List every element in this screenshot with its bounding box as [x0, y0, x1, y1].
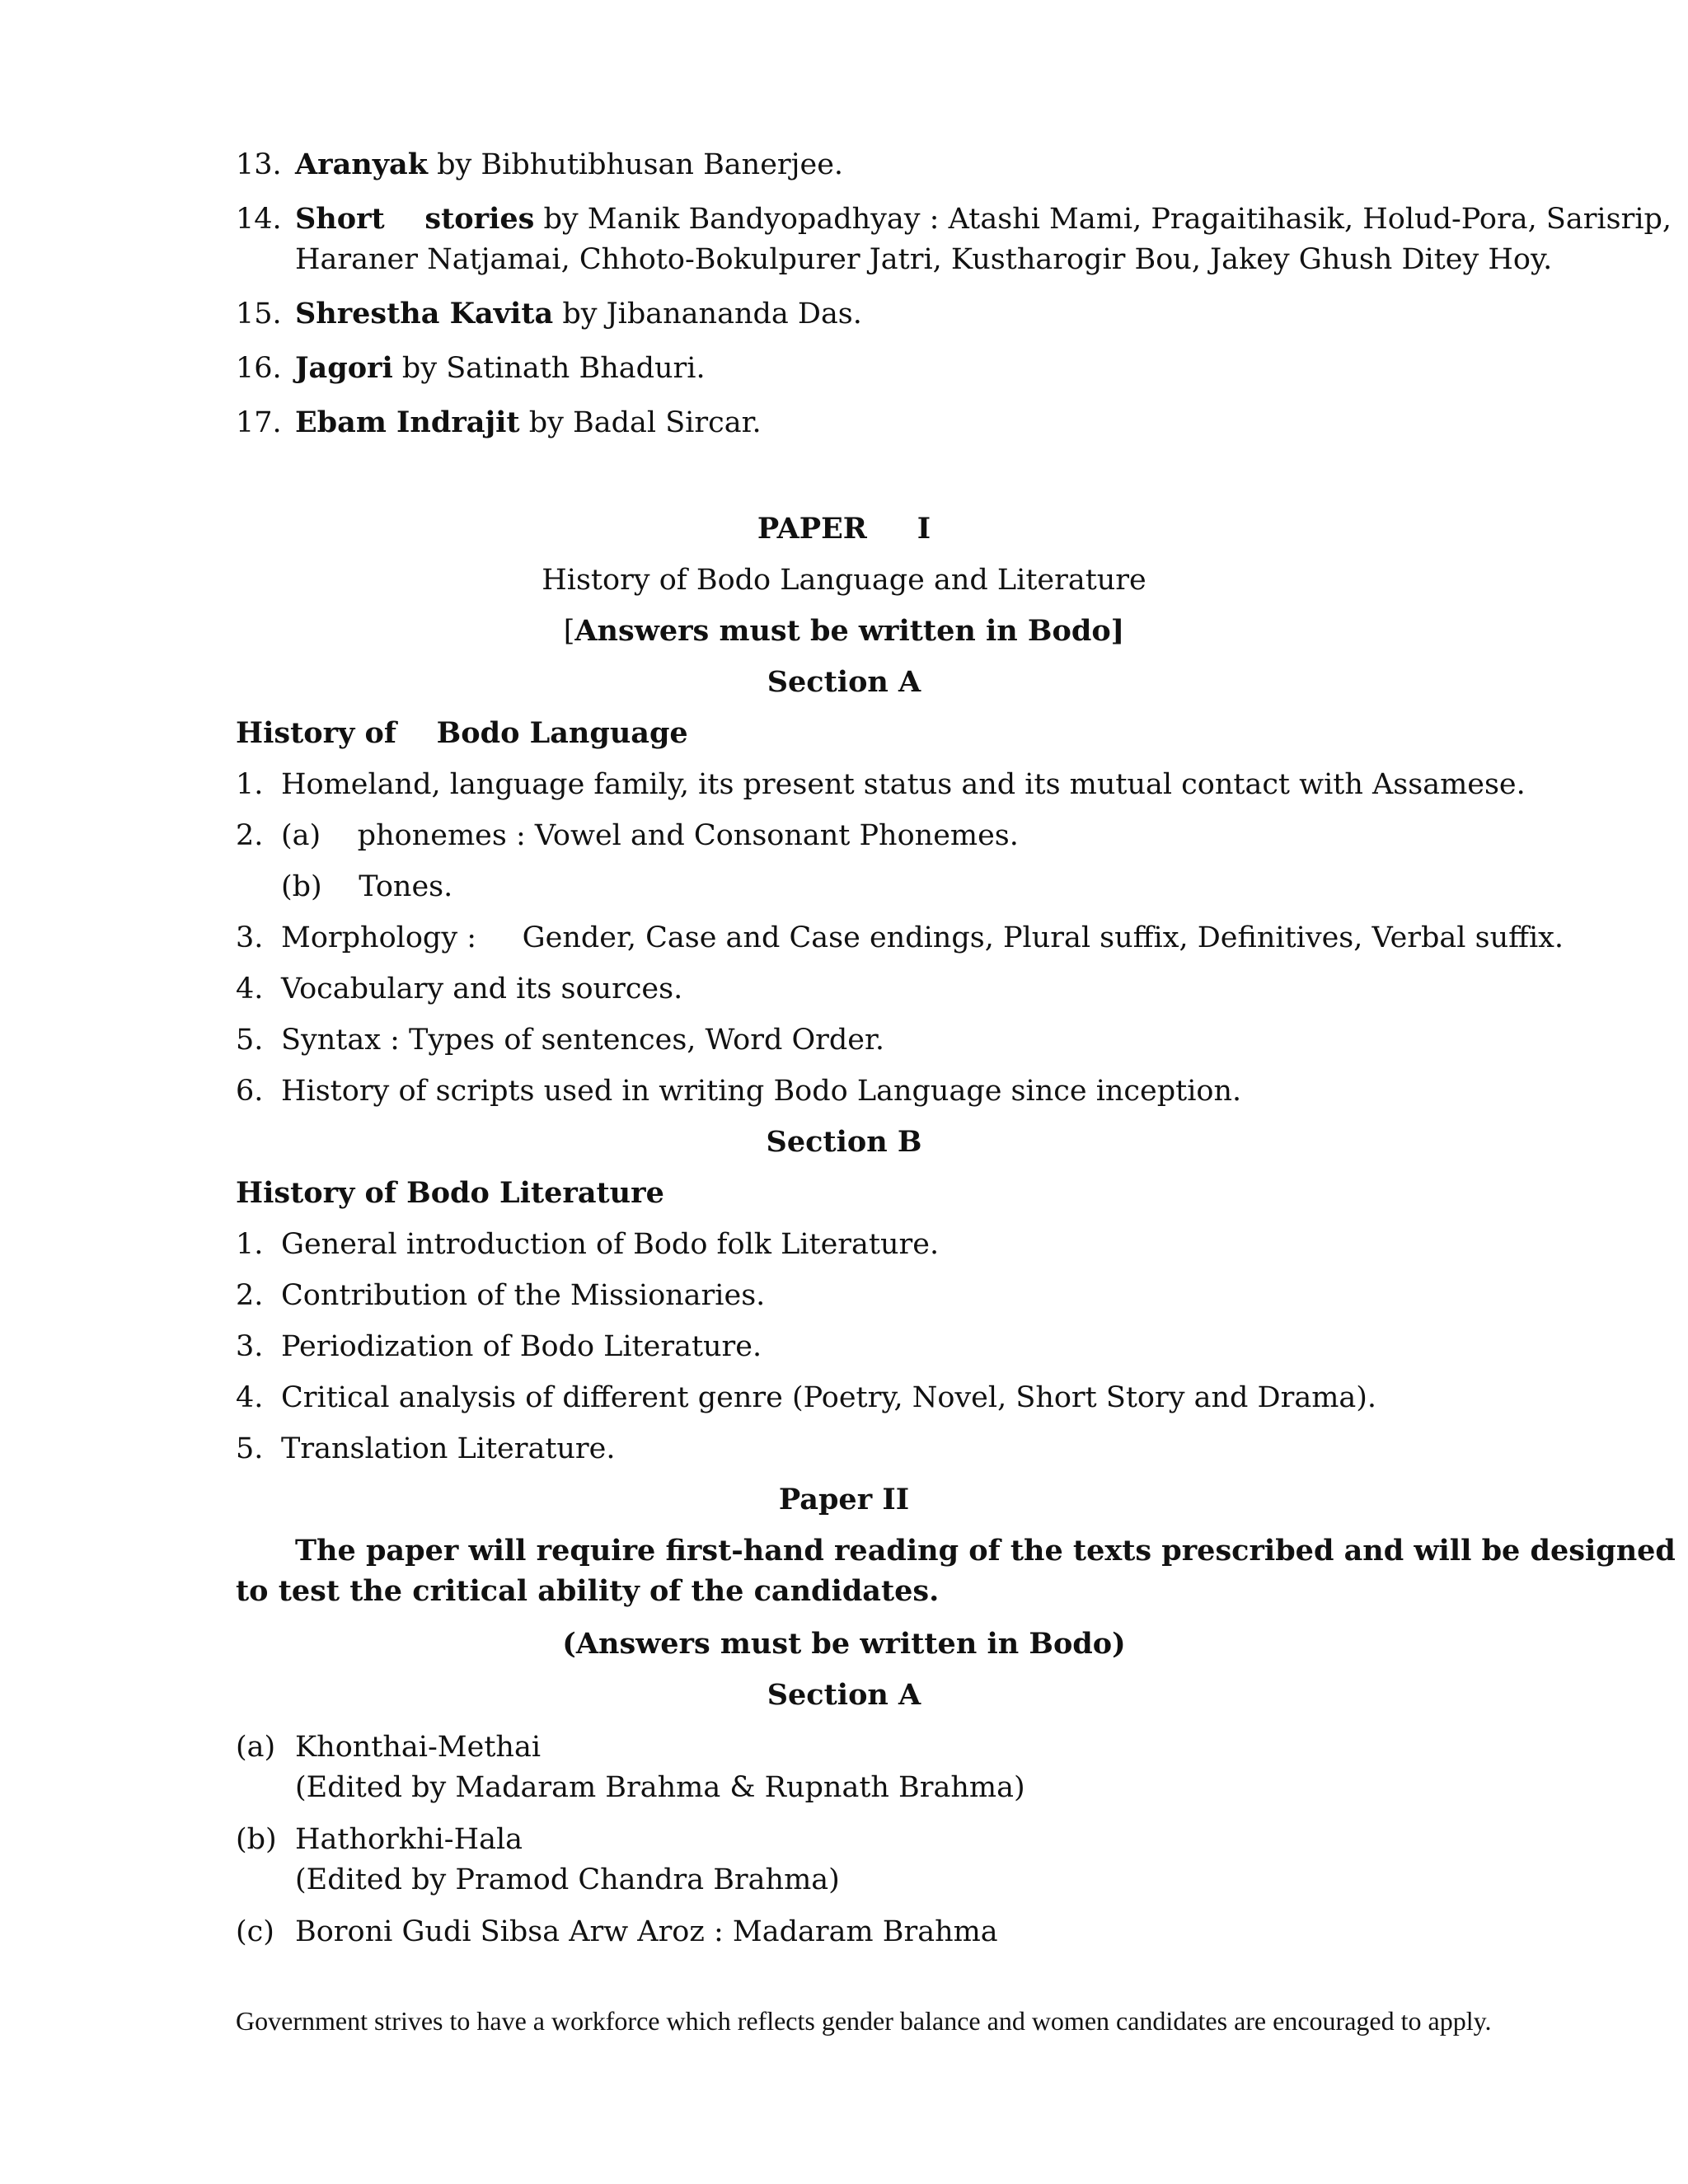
section-a-title: Section A: [767, 665, 921, 699]
item-number: 17.: [236, 406, 282, 439]
book-author: by Jibanananda Das.: [553, 298, 862, 330]
footer-note: Government strives to have a workforce which reflects gender balance and women candidates are encouraged to apply.: [236, 2006, 1492, 2036]
paper1-subtitle: History of Bodo Language and Literature: [542, 564, 1146, 597]
paper2-title: Paper II: [778, 1483, 910, 1516]
book-title: Shrestha Kavita: [295, 297, 554, 330]
document-page: 13. Aranyak by Bibhutibhusan Banerjee. 14. Short stories by Manik Bandyopadhyay : Atashi Mami, Pragaitihasik, Holud-Pora, Sarisrip, Haraner Natjamai, Chhoto-Bokulpurer Jatri, Kustharogir Bou, Jakey Ghush Ditey Hoy. 15. Shrestha Kavita by Jibanananda Das. 16. Jagori by Satinath Bhaduri. 17. Ebam Indrajit by Badal Sircar. PAPER I History of Bodo Language and Literature [Answers must be written in Bodo] Section A History of Bodo Language 1. Homeland, language family, its present status and its mutual contact with Assamese. 2. (a) phonemes : Vowel and Consonant Phonemes. (b) Tones. 3. Morphology : Gender, Case and Case endings, Plural suffix, Definitives, Verbal suffix. 4. Vocabulary and its sources. 5. Syntax : Types of sentences, Word Order. 6. History of scripts used in writing Bodo Language since inception. Section B History of Bodo Literature 1. General introduction of Bodo folk Literature. 2. Contribution of the Missionaries. 3. Periodization of Bodo Literature. 4. Critical analysis of different genre (Poetry, Novel, Short Story and Drama). 5. Translation Literature. Paper II The paper will require first-hand reading of the texts prescribed and will be designed to test the critical ability of the candidates. (Answers must be written in Bodo) Section A (a) Khonthai-Methai (Edited by Madaram Brahma & Rupnath Brahma) (b) Hathorkhi-Hala (Edited by Pramod Chandra Brahma) (c) Boroni Gudi Sibsa Arw Aroz : Madaram Brahma Government strives to have a workforce which reflects gender balance and women candidates are encouraged to apply.: [0, 0, 1688, 2184]
paper2-intro-line1: The paper will require first-hand reading of the texts prescribed and will be designed: [295, 1534, 1676, 1568]
list-item-continuation: Haraner Natjamai, Chhoto-Bokulpurer Jatri, Kustharogir Bou, Jakey Ghush Ditey Hoy.: [295, 243, 1553, 276]
book-title: Short stories: [295, 202, 535, 236]
paper1-title: PAPER I: [757, 512, 931, 546]
item-number: 13.: [236, 148, 282, 181]
section-b-title: Section B: [766, 1125, 922, 1159]
item-number: 16.: [236, 352, 282, 385]
item-number: 14.: [236, 203, 282, 236]
book-author: by Satinath Bhaduri.: [392, 352, 706, 385]
section-b-heading: History of Bodo Literature: [236, 1176, 664, 1210]
paper2-section-a-title: Section A: [767, 1678, 921, 1712]
book-author: by Badal Sircar.: [519, 406, 762, 439]
item-number: 15.: [236, 298, 282, 330]
paper2-intro-line2: to test the critical ability of the candidates.: [236, 1574, 940, 1608]
book-title: Aranyak: [295, 148, 428, 181]
book-title: Jagori: [295, 351, 393, 385]
section-a-heading: History of Bodo Language: [236, 716, 688, 750]
book-title: Ebam Indrajit: [295, 405, 520, 439]
book-author: by Bibhutibhusan Banerjee.: [428, 148, 844, 181]
text-item-editor: (Edited by Pramod Chandra Brahma): [295, 1863, 840, 1896]
book-author: by Manik Bandyopadhyay : Atashi Mami, Pragaitihasik, Holud-Pora, Sarisrip,: [534, 203, 1672, 236]
paper1-note: [Answers must be written in Bodo]: [563, 614, 1125, 648]
paper2-note: (Answers must be written in Bodo): [562, 1627, 1126, 1661]
text-item-editor: (Edited by Madaram Brahma & Rupnath Brahma): [295, 1771, 1025, 1804]
